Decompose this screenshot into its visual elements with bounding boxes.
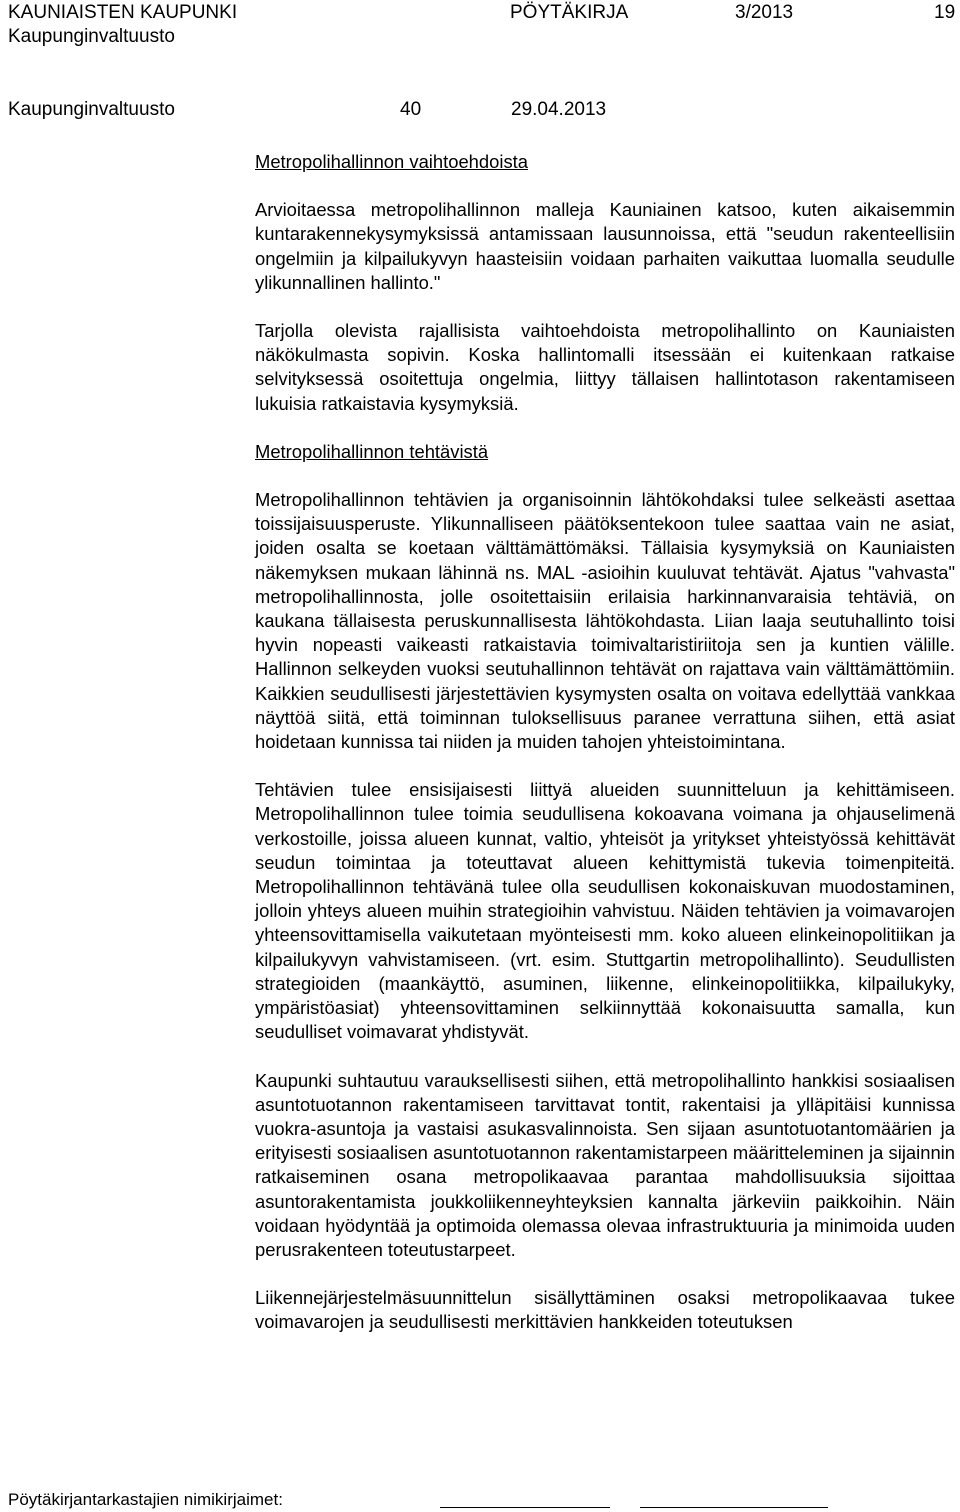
- document-number: 3/2013: [735, 2, 794, 23]
- paragraph: Tehtävien tulee ensisijaisesti liittyä alueiden suunnitteluun ja kehittämiseen. Metropolihallinnon tulee toimia seudullisena kokoavana voimana ja ohjauselimenä verkostoille, joissa alueen kunnat, valtio, yhteisöt ja yritykset yhteistyössä kehittävät seudun toimintaa ja toteuttavat alueen kehittymistä tukevia toimenpiteitä. Metropolihallinnon tehtävänä tulee olla seudullisen kokonaiskuvan muodostaminen, jolloin yhteys alueen muihin strategioihin vahvistuu. Näiden tehtävien ja voimavarojen yhteensovittamisella vaikutetaan myönteisesti mm. koko alueen elinkeinopolitiikan ja kilpailukyvyn vahvistamiseen. (vrt. esim. Stuttgartin metropolihallinto). Seudullisten strategioiden (maankäyttö, asuminen, liikenne, elinkeinopolitiikka, kilpailukyky, ympäristöasiat) yhteensovittaminen selkiinnyttää kokonaisuutta samalla, kun seudulliset voimavarat yhdistyvät.: [255, 779, 955, 1043]
- section-heading: Metropolihallinnon vaihtoehdoista: [255, 151, 528, 172]
- signature-line: [440, 1507, 610, 1508]
- page-number: 19: [934, 2, 956, 23]
- paragraph: Liikennejärjestelmäsuunnittelun sisällyttäminen osaksi metropolikaavaa tukee voimavarojen ja seudullisesti merkittävien hankkeiden toteutuksen: [255, 1287, 955, 1333]
- document-body: [255, 150, 955, 1359]
- paragraph: Arvioitaessa metropolihallinnon malleja Kauniainen katsoo, kuten aikaisemmin kuntarakennekysymyksissä antamissaan lausunnoissa, että "seudun rakenteellisiin ongelmiin ja kilpailukyvyn haasteisiin voidaan parhaiten vaikuttaa luomalla seudulle ylikunnallinen hallinto.": [255, 199, 955, 293]
- signatures-label: Pöytäkirjantarkastajien nimikirjaimet:: [8, 1490, 283, 1509]
- organization-name: KAUNIAISTEN KAUPUNKI: [8, 2, 238, 23]
- paragraph: Metropolihallinnon tehtävien ja organisoinnin lähtökohdaksi tulee selkeästi asettaa toissijaisuusperuste. Ylikunnalliseen päätöksentekoon tulee saattaa vain ne asiat, joiden osalta se koetaan välttämättömäksi. Tällaisia kysymyksiä on Kauniaisten näkemyksen mukaan lähinnä ns. MAL -asioihin kuuluvat tehtävät. Ajatus "vahvasta" metropolihallinnosta, jolle osoitettaisiin erilaisia harkinnanvaraisia tehtäviä, on kaukana tällaisesta peruskunnallisesta lähtökohdasta. Liian laaja seutuhallinto toisi hyvin nopeasti vaikeasti ratkaistavia toimivaltaristiriitoja sen ja kuntien välille. Hallinnon selkeyden vuoksi seutuhallinnon tehtävät on rajattava vain välttämättömiin. Kaikkien seudullisesti järjestettävien kysymysten osalta on voitava edellyttää vankkaa näyttöä siitä, että toiminnan tuloksellisuus paranee verrattuna siihen, että asiat hoidetaan kunnissa tai niiden ja muiden tahojen yhteistoimintana.: [255, 489, 955, 753]
- paragraph: Tarjolla olevista rajallisista vaihtoehdoista metropolihallinto on Kauniaisten näkökulmasta sopivin. Koska hallintomalli itsessään ei kuitenkaan ratkaise selvityksessä osoitettuja ongelmia, liittyy tällaisen hallintotason rakentamiseen lukuisia ratkaistavia kysymyksiä.: [255, 320, 955, 414]
- meeting-date: 29.04.2013: [511, 99, 607, 120]
- section-number: 40: [400, 99, 422, 120]
- document-type: PÖYTÄKIRJA: [510, 2, 629, 23]
- section-heading: Metropolihallinnon tehtävistä: [255, 440, 489, 462]
- meeting-body: Kaupunginvaltuusto: [8, 99, 175, 120]
- paragraph: Kaupunki suhtautuu varauksellisesti siihen, että metropolihallinto hankkisi sosiaalisen asuntotuotannon rakentamiseen tarvittavat tontit, rakentaisi ja ylläpitäisi kunnissa vuokra-asuntoja ja vastaisi asukasvalinnoista. Sen sijaan asuntotuotantomäärien ja erityisesti sosiaalisen asuntotuotannon rakentamistarpeen määritteleminen ja sijainnin ratkaiseminen osana metropolikaavaa parantaa mahdollisuuksia sijoittaa asuntorakentamista joukkoliikenneyhteyksien kannalta järkeviin paikkoihin. Näin voidaan hyödyntää ja optimoida olemassa olevaa infrastruktuuria ja minimoida uuden perusrakenteen toteutustarpeet.: [255, 1069, 955, 1260]
- header-body-name: Kaupunginvaltuusto: [8, 26, 175, 47]
- signature-line: [640, 1507, 828, 1508]
